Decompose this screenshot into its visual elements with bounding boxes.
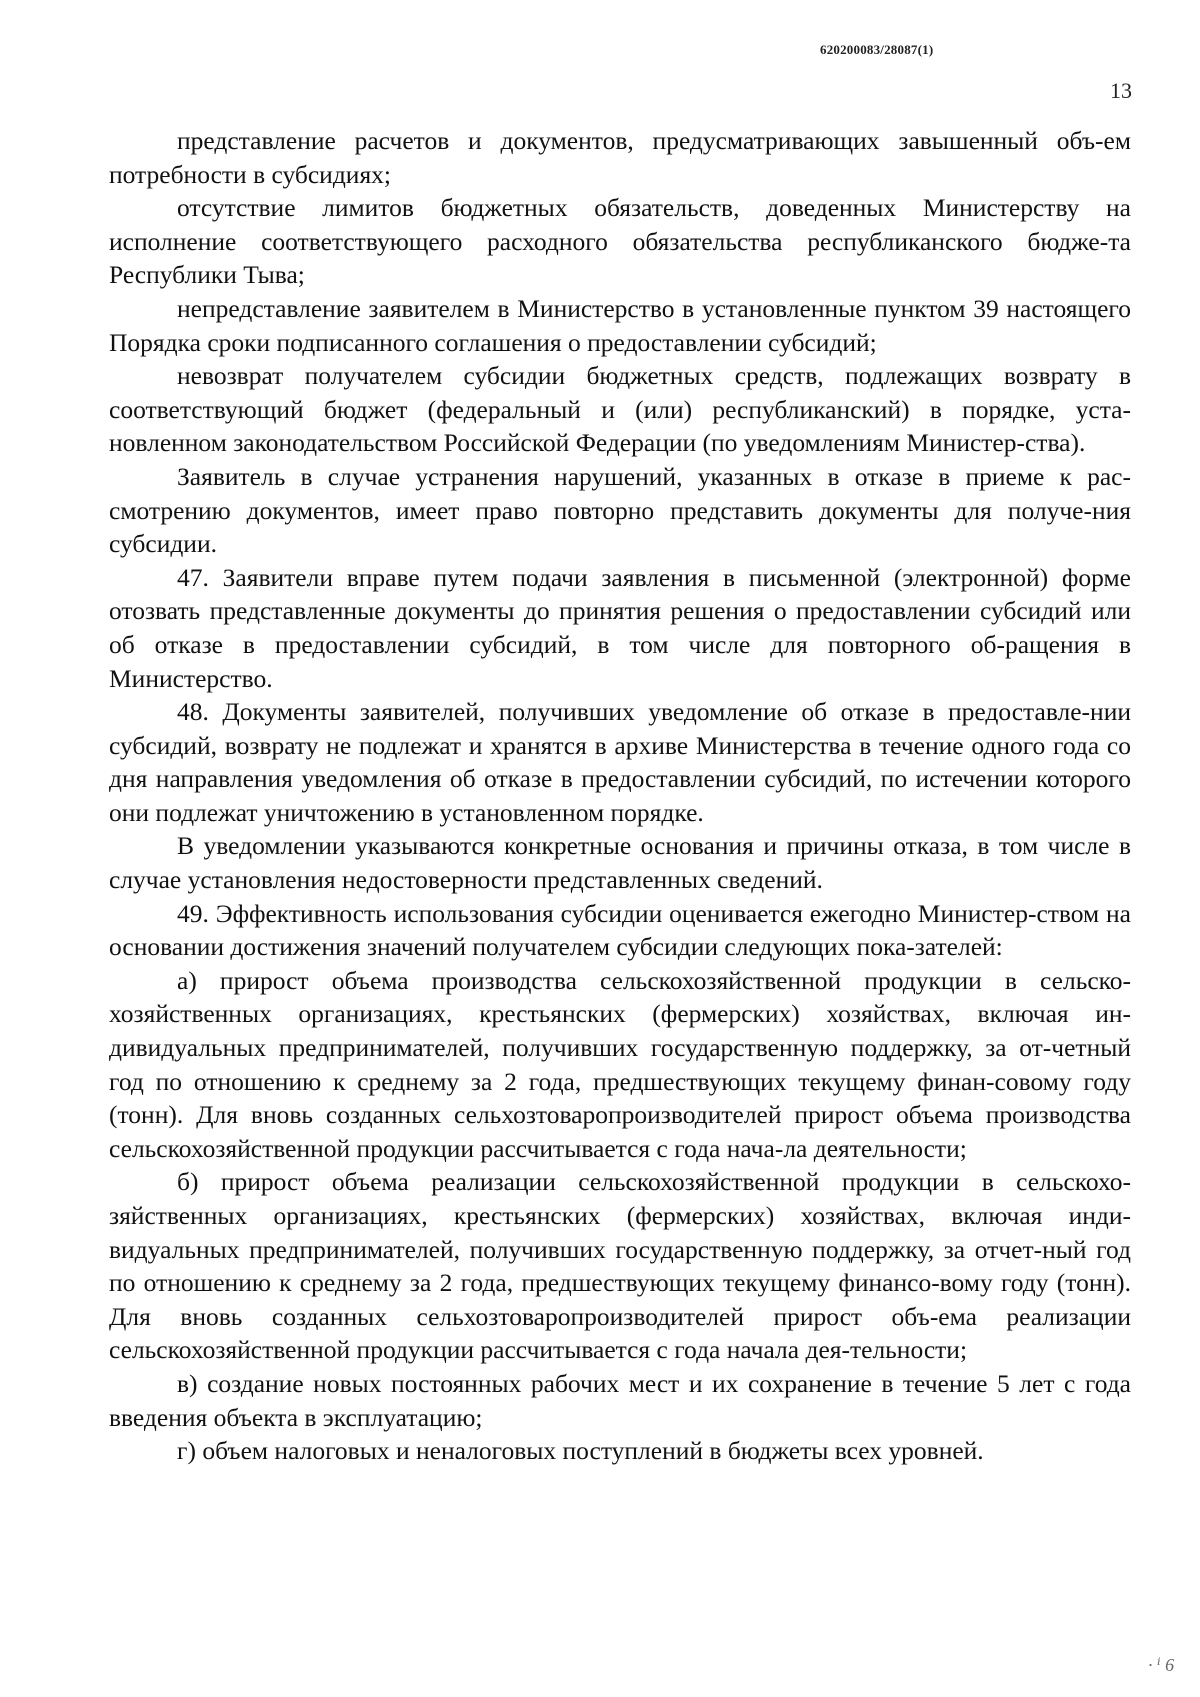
paragraph: непредставление заявителем в Министерство в установленные пунктом 39 настоящего Порядка сроки подписанного соглашения о предоставлении субсидий; — [109, 293, 1131, 357]
paragraph: В уведомлении указываются конкретные основания и причины отказа, в том числе в случае установления недостоверности представленных сведений. — [109, 831, 1131, 895]
paragraph-item-48: 48. Документы заявителей, получивших уведомление об отказе в предоставле-нии субсидий, возврату не подлежат и хранятся в архиве Министерства в течение одного года со дня направления уведомления об отказе в предоставлении субсидий, по истечении которого они подлежат уничтожению в установленном порядке. — [109, 697, 1131, 827]
list-item-g: г) объем налоговых и неналоговых поступлений в бюджеты всех уровней. — [177, 1436, 984, 1466]
paragraph: Заявитель в случае устранения нарушений, указанных в отказе в приеме к рас-смотрению документов, имеет право повторно представить документы для получе-ния субсидии. — [109, 461, 1131, 559]
paragraph: отсутствие лимитов бюджетных обязательств, доведенных Министерству на исполнение соответствующего расходного обязательства республиканского бюдже-та Республики Тыва; — [109, 193, 1131, 290]
document-code: 620200083/28087(1) — [820, 42, 934, 57]
corner-mark: · ⁱ 6 — [1148, 1655, 1175, 1675]
document-body — [109, 124, 1131, 1468]
paragraph-item-47: 47. Заявители вправе путем подачи заявления в письменной (электронной) форме отозвать представленные документы до принятия решения о предоставлении субсидий или об отказе в предоставлении субсидий, в том числе для повторного об-ращения в Министерство. — [109, 562, 1131, 693]
list-item-a: а) прирост объема производства сельскохозяйственной продукции в сельско-хозяйственных организациях, крестьянских (фермерских) хозяйствах, включая ин-дивидуальных предпринимателей, получивших государственную поддержку, за от-четный год по отношению к среднему за 2 года, предшествующих текущему финан-совому году (тонн). Для вновь созданных сельхозтоваропроизводителей прирост объема производства сельскохозяйственной продукции рассчитывается с года нача-ла деятельности; — [109, 965, 1131, 1163]
paragraph-item-49: 49. Эффективность использования субсидии оценивается ежегодно Министер-ством на основании достижения значений получателем субсидии следующих пока-зателей: — [109, 898, 1131, 962]
paragraph: невозврат получателем субсидии бюджетных средств, подлежащих возврату в соответствующий бюджет (федеральный и (или) республиканский) в порядке, уста-новленном законодательством Российской Федерации (по уведомлениям Министер-ства). — [109, 361, 1131, 458]
page-number: 13 — [1110, 78, 1132, 103]
list-item-v: в) создание новых постоянных рабочих мест и их сохранение в течение 5 лет с года введения объекта в эксплуатацию; — [109, 1368, 1131, 1432]
paragraph: представление расчетов и документов, предусматривающих завышенный объ-ем потребности в субсидиях; — [109, 126, 1131, 189]
list-item-b: б) прирост объема реализации сельскохозяйственной продукции в сельскохо-зяйственных организациях, крестьянских (фермерских) хозяйствах, включая инди-видуальных предпринимателей, получивших государственную поддержку, за отчет-ный год по отношению к среднему за 2 года, предшествующих текущему финансо-вому году (тонн). Для вновь созданных сельхозтоваропроизводителей прирост объ-ема реализации сельскохозяйственной продукции рассчитывается с года начала дея-тельности; — [109, 1167, 1131, 1365]
